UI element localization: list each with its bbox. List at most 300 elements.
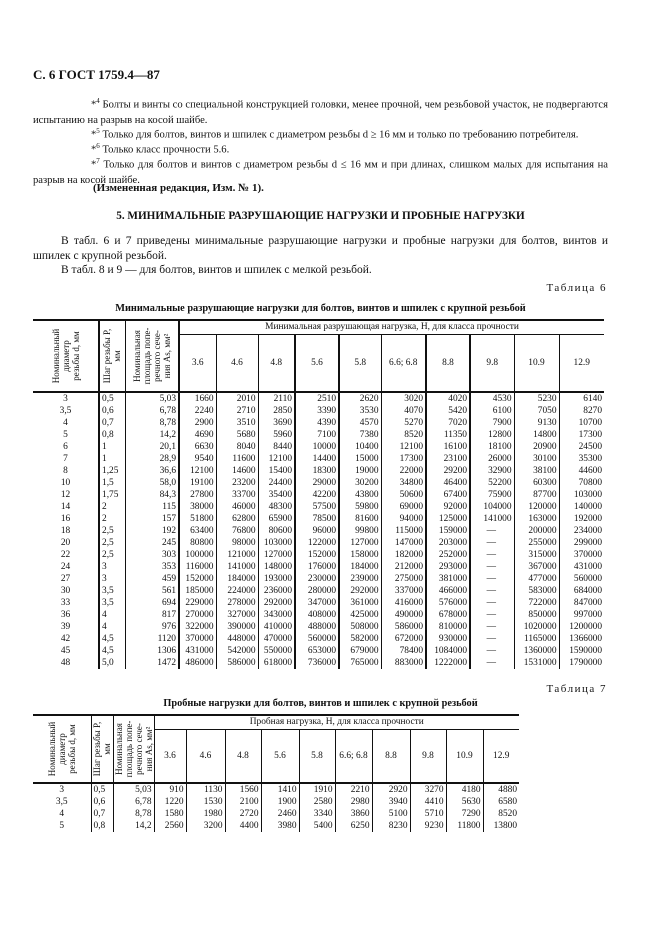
table-row xyxy=(33,573,604,585)
cell-load: 185000 xyxy=(179,585,216,597)
header-line: диаметр xyxy=(56,733,67,765)
cell-load: 390000 xyxy=(216,621,258,633)
cell-load: 1560 xyxy=(225,783,261,796)
cell-load: 292000 xyxy=(339,585,381,597)
cell-load: 8520 xyxy=(498,809,517,819)
cell-load: 343000 xyxy=(258,609,295,621)
cell-load: 43800 xyxy=(339,489,381,501)
cell-diameter: 33 xyxy=(33,597,99,609)
table-row xyxy=(33,429,604,441)
cell-load: 3270 xyxy=(410,783,446,796)
cell-pitch: 0,6 xyxy=(99,405,125,417)
cell-load: 322000 xyxy=(179,621,216,633)
cell-load: 550000 xyxy=(258,645,295,657)
cell-load: 2460 xyxy=(261,808,299,820)
cell-load: 80800 xyxy=(179,537,216,549)
cell-load: 51800 xyxy=(179,513,216,525)
class-header: 3.6 xyxy=(179,335,216,392)
cell-load: 176000 xyxy=(295,561,339,573)
cell-load: 7100 xyxy=(295,429,339,441)
cell-load: 12100 xyxy=(179,465,216,477)
table7-caption: Пробные нагрузки для болтов, винтов и шпилек с крупной резьбой xyxy=(163,698,478,709)
cell-area: 84,3 xyxy=(125,489,179,501)
cell-load: 52200 xyxy=(470,477,514,489)
cell-load: 2510 xyxy=(295,392,339,405)
class-header: 5.6 xyxy=(295,335,339,392)
cell-area: 157 xyxy=(125,513,179,525)
cell-load: 80600 xyxy=(258,525,295,537)
cell-pitch: 0,7 xyxy=(91,808,113,820)
footnote-sup: 5 xyxy=(96,127,100,135)
cell-diameter: 12 xyxy=(33,489,99,501)
cell-load: 275000 xyxy=(381,573,426,585)
col-header-diameter-text xyxy=(51,329,81,384)
cell-diameter: 18 xyxy=(33,525,99,537)
cell-diameter: 42 xyxy=(33,633,99,645)
cell-load: 121000 xyxy=(216,549,258,561)
cell-load: 2580 xyxy=(299,796,335,808)
cell-load: 42200 xyxy=(295,489,339,501)
header-line: речного сече- xyxy=(133,723,144,775)
class-header: 4.6 xyxy=(186,730,225,783)
table-row xyxy=(33,633,604,645)
cell-load: 416000 xyxy=(381,597,426,609)
cell-pitch: 4 xyxy=(99,609,125,621)
table-row xyxy=(33,585,604,597)
cell-diameter: 8 xyxy=(33,465,99,477)
table-row xyxy=(33,808,519,820)
cell-load: 7020 xyxy=(426,417,470,429)
cell-load: 20900 xyxy=(514,441,559,453)
cell-load: 147000 xyxy=(381,537,426,549)
header-line: резьбы d, мм xyxy=(66,724,77,774)
cell-load: 4020 xyxy=(426,392,470,405)
cell-area: 303 xyxy=(125,549,179,561)
table7-label: Таблица 7 xyxy=(546,683,607,695)
cell-area: 6,78 xyxy=(125,405,179,417)
cell-load: 14800 xyxy=(514,429,559,441)
cell-load: 5630 xyxy=(446,796,483,808)
header-line: Номинальная xyxy=(131,330,142,382)
header-line: ния As, мм² xyxy=(161,333,172,379)
cell-diameter: 5 xyxy=(33,820,91,832)
cell-load: 99800 xyxy=(339,525,381,537)
col-header-area xyxy=(125,320,179,392)
cell-load: 200000 xyxy=(514,525,559,537)
cell-area: 8,78 xyxy=(125,417,179,429)
cell-load: 2850 xyxy=(258,405,295,417)
cell-load: 508000 xyxy=(339,621,381,633)
cell-load: 100000 xyxy=(179,549,216,561)
cell-diameter: 4 xyxy=(33,417,99,429)
cell-diameter: 20 xyxy=(33,537,99,549)
cell-pitch: 3 xyxy=(99,561,125,573)
cell-load: 122000 xyxy=(295,537,339,549)
col-header-pitch xyxy=(91,715,113,783)
cell-load: 24400 xyxy=(258,477,295,489)
cell-load: 278000 xyxy=(216,597,258,609)
cell-pitch: 1 xyxy=(99,453,125,465)
footnote-text: Только для болтов и винтов с диаметром резьбы d ≤ 16 мм и при длинах, слишком малых для испытания на разрыв на косой шайбе. xyxy=(33,159,608,186)
cell-load: 163000 xyxy=(514,513,559,525)
cell-load: 38000 xyxy=(179,501,216,513)
cell-load: 618000 xyxy=(258,657,295,669)
cell-load: 997000 xyxy=(573,610,602,620)
table-row xyxy=(33,489,604,501)
cell-load: 1220 xyxy=(154,796,186,808)
cell-load: 2620 xyxy=(339,392,381,405)
cell-load: 16100 xyxy=(426,441,470,453)
intro-paragraph-1: В табл. 6 и 7 приведены минимальные разрушающие нагрузки и пробные нагрузки для болтов, винтов и шпилек с крупной резьбой. xyxy=(33,235,608,262)
cell-load: 2110 xyxy=(258,392,295,405)
cell-load: 672000 xyxy=(381,633,426,645)
cell-load: 65900 xyxy=(258,513,295,525)
cell-load: 15400 xyxy=(258,465,295,477)
cell-load: 466000 xyxy=(426,585,470,597)
footnote-text: Болты и винты со специальной конструкцией головки, менее прочной, чем резьбовой участок, не подвергаются испытанию на разрыв на косой шайбе. xyxy=(33,99,608,126)
cell-pitch: 0,5 xyxy=(91,783,113,796)
cell-load: 5230 xyxy=(514,392,559,405)
cell-load: 653000 xyxy=(295,645,339,657)
class-header: 8.8 xyxy=(372,730,410,783)
cell-load: 486000 xyxy=(179,657,216,669)
cell-pitch: 2 xyxy=(99,501,125,513)
cell-load: — xyxy=(470,525,514,537)
header-line: Шаг резьбы P, xyxy=(92,721,102,777)
cell-load: 490000 xyxy=(381,609,426,621)
table-row xyxy=(33,537,604,549)
header-line: резьбы d, мм xyxy=(70,331,81,381)
cell-load: 477000 xyxy=(514,573,559,585)
cell-diameter: 7 xyxy=(33,453,99,465)
cell-diameter: 27 xyxy=(33,573,99,585)
cell-load: 255000 xyxy=(514,537,559,549)
cell-load: 230000 xyxy=(295,573,339,585)
cell-load: 4690 xyxy=(179,429,216,441)
cell-load: 59800 xyxy=(339,501,381,513)
cell-load: 192000 xyxy=(573,514,602,524)
cell-load: 234000 xyxy=(573,526,602,536)
footnote-text: Только для болтов, винтов и шпилек с диаметром резьбы d ≥ 16 мм и только по требованию потребителя. xyxy=(99,129,579,141)
class-header: 5.8 xyxy=(339,335,381,392)
footnote-4 xyxy=(33,94,608,128)
cell-load: 11350 xyxy=(426,429,470,441)
cell-load: 3860 xyxy=(335,808,372,820)
cell-load: 26000 xyxy=(470,453,514,465)
cell-load: 2210 xyxy=(335,783,372,796)
table7-body xyxy=(33,783,519,832)
cell-load: 152000 xyxy=(179,573,216,585)
cell-load: 3980 xyxy=(261,820,299,832)
class-header: 5.6 xyxy=(261,730,299,783)
class-header: 3.6 xyxy=(154,730,186,783)
cell-diameter: 5 xyxy=(33,429,99,441)
page-header: С. 6 ГОСТ 1759.4—87 xyxy=(33,67,160,82)
cell-load: 24500 xyxy=(578,442,602,452)
cell-load: 9540 xyxy=(179,453,216,465)
cell-area: 58,0 xyxy=(125,477,179,489)
cell-load: 2980 xyxy=(335,796,372,808)
cell-load: 2560 xyxy=(154,820,186,832)
cell-pitch: 4,5 xyxy=(99,645,125,657)
cell-load: 431000 xyxy=(179,645,216,657)
cell-load: 1222000 xyxy=(426,657,470,669)
table-row xyxy=(33,525,604,537)
cell-load: 448000 xyxy=(216,633,258,645)
cell-load: 9230 xyxy=(410,820,446,832)
cell-area: 817 xyxy=(125,609,179,621)
cell-load: 7290 xyxy=(446,808,483,820)
cell-pitch: 3,5 xyxy=(99,585,125,597)
cell-load: 3390 xyxy=(295,405,339,417)
cell-load: 1590000 xyxy=(569,646,602,656)
cell-load: 35400 xyxy=(258,489,295,501)
cell-area: 14,2 xyxy=(113,820,154,832)
cell-pitch: 0,8 xyxy=(91,820,113,832)
table-row xyxy=(33,621,604,633)
cell-load: 1530 xyxy=(186,796,225,808)
cell-load: 57500 xyxy=(295,501,339,513)
cell-pitch: 0,8 xyxy=(99,429,125,441)
cell-load: 315000 xyxy=(514,549,559,561)
cell-load: 679000 xyxy=(339,645,381,657)
cell-load: 1531000 xyxy=(514,657,559,669)
table-row xyxy=(33,561,604,573)
cell-pitch: 2 xyxy=(99,513,125,525)
cell-load: 361000 xyxy=(339,597,381,609)
footnote-mark: * xyxy=(91,159,97,171)
cell-load: 87700 xyxy=(514,489,559,501)
table-row xyxy=(33,549,604,561)
cell-load: 1360000 xyxy=(514,645,559,657)
cell-area: 976 xyxy=(125,621,179,633)
cell-load: 293000 xyxy=(426,561,470,573)
cell-area: 694 xyxy=(125,597,179,609)
cell-load: 115000 xyxy=(381,525,426,537)
cell-diameter: 14 xyxy=(33,501,99,513)
cell-load: 1980 xyxy=(186,808,225,820)
class-header: 9.8 xyxy=(470,335,514,392)
cell-load: 22000 xyxy=(381,465,426,477)
cell-load: 8040 xyxy=(216,441,258,453)
cell-load: 1084000 xyxy=(426,645,470,657)
cell-load: — xyxy=(470,633,514,645)
cell-load: 127000 xyxy=(258,549,295,561)
table-row xyxy=(33,513,604,525)
header-line: мм xyxy=(112,350,123,362)
cell-diameter: 39 xyxy=(33,621,99,633)
col-header-area-text xyxy=(114,721,154,778)
cell-area: 245 xyxy=(125,537,179,549)
cell-load: — xyxy=(470,621,514,633)
cell-pitch: 2,5 xyxy=(99,537,125,549)
cell-load: 10000 xyxy=(295,441,339,453)
cell-area: 192 xyxy=(125,525,179,537)
cell-load: 1200000 xyxy=(569,622,602,632)
cell-load: 1580 xyxy=(154,808,186,820)
cell-load: 158000 xyxy=(339,549,381,561)
cell-load: 7050 xyxy=(514,405,559,417)
cell-diameter: 3 xyxy=(33,392,99,405)
cell-load: 141000 xyxy=(470,513,514,525)
cell-area: 115 xyxy=(125,501,179,513)
cell-load: 4070 xyxy=(381,405,426,417)
cell-load: 92000 xyxy=(426,501,470,513)
cell-area: 1472 xyxy=(125,657,179,669)
cell-load: 4410 xyxy=(410,796,446,808)
cell-load: — xyxy=(470,573,514,585)
cell-load: 4400 xyxy=(225,820,261,832)
cell-load: 239000 xyxy=(339,573,381,585)
cell-pitch: 1,5 xyxy=(99,477,125,489)
table-row xyxy=(33,597,604,609)
cell-load: 3940 xyxy=(372,796,410,808)
cell-load: 19000 xyxy=(339,465,381,477)
cell-load: 684000 xyxy=(573,586,602,596)
cell-load: 212000 xyxy=(381,561,426,573)
cell-load: 127000 xyxy=(339,537,381,549)
cell-area: 1306 xyxy=(125,645,179,657)
cell-pitch: 0,6 xyxy=(91,796,113,808)
cell-load: 193000 xyxy=(258,573,295,585)
class-header: 4.6 xyxy=(216,335,258,392)
table-row xyxy=(33,465,604,477)
cell-load: 69000 xyxy=(381,501,426,513)
cell-load: 299000 xyxy=(573,538,602,548)
cell-load: 470000 xyxy=(258,633,295,645)
col-header-pitch xyxy=(99,320,125,392)
cell-load: — xyxy=(470,645,514,657)
class-header: 4.8 xyxy=(225,730,261,783)
cell-load: 370000 xyxy=(179,633,216,645)
cell-load: 582000 xyxy=(339,633,381,645)
cell-pitch: 4,5 xyxy=(99,633,125,645)
cell-load: 17300 xyxy=(578,430,602,440)
cell-load: 5960 xyxy=(258,429,295,441)
footnote-sup: 6 xyxy=(96,142,100,150)
cell-load: 3340 xyxy=(299,808,335,820)
cell-load: 1165000 xyxy=(514,633,559,645)
cell-load: 3530 xyxy=(339,405,381,417)
col-header-pitch-text xyxy=(102,329,122,383)
section-title: 5. МИНИМАЛЬНЫЕ РАЗРУШАЮЩИЕ НАГРУЗКИ И ПРОБНЫЕ НАГРУЗКИ xyxy=(116,210,525,222)
cell-load: 140000 xyxy=(573,502,602,512)
cell-load: 327000 xyxy=(216,609,258,621)
cell-load: 10400 xyxy=(339,441,381,453)
cell-load: 2240 xyxy=(179,405,216,417)
cell-load: 18100 xyxy=(470,441,514,453)
table7 xyxy=(33,714,519,832)
header-line: ния As, мм² xyxy=(143,726,154,772)
cell-load: 148000 xyxy=(258,561,295,573)
cell-load: — xyxy=(470,549,514,561)
cell-load: 62800 xyxy=(216,513,258,525)
cell-load: 1660 xyxy=(179,392,216,405)
cell-load: 2900 xyxy=(179,417,216,429)
cell-diameter: 22 xyxy=(33,549,99,561)
cell-diameter: 4 xyxy=(33,808,91,820)
header-line: диаметр xyxy=(60,340,71,372)
cell-load: — xyxy=(470,597,514,609)
cell-load: 29000 xyxy=(295,477,339,489)
cell-load: — xyxy=(470,585,514,597)
class-header: 6.6; 6.8 xyxy=(381,335,426,392)
cell-load: 6100 xyxy=(470,405,514,417)
table-row xyxy=(33,477,604,489)
cell-load: 722000 xyxy=(514,597,559,609)
cell-load: 10700 xyxy=(578,418,602,428)
cell-load: 224000 xyxy=(216,585,258,597)
cell-load: 27800 xyxy=(179,489,216,501)
cell-load: 103000 xyxy=(258,537,295,549)
table6-label: Таблица 6 xyxy=(546,282,607,294)
cell-load: 4390 xyxy=(295,417,339,429)
table-row xyxy=(33,657,604,669)
table6 xyxy=(33,319,604,669)
cell-load: 76800 xyxy=(216,525,258,537)
cell-diameter: 10 xyxy=(33,477,99,489)
cell-load: 810000 xyxy=(426,621,470,633)
cell-area: 36,6 xyxy=(125,465,179,477)
cell-load: 576000 xyxy=(426,597,470,609)
cell-load: 337000 xyxy=(381,585,426,597)
cell-load: 11800 xyxy=(446,820,483,832)
footnote-mark: * xyxy=(91,129,97,141)
cell-pitch: 4 xyxy=(99,621,125,633)
cell-load: 203000 xyxy=(426,537,470,549)
cell-load: 5100 xyxy=(372,808,410,820)
cell-load: 152000 xyxy=(295,549,339,561)
table-row xyxy=(33,392,604,405)
cell-load: 7380 xyxy=(339,429,381,441)
cell-load: 3020 xyxy=(381,392,426,405)
cell-load: 18300 xyxy=(295,465,339,477)
cell-load: 560000 xyxy=(573,574,602,584)
cell-pitch: 1,75 xyxy=(99,489,125,501)
cell-pitch: 5,0 xyxy=(99,657,125,669)
col-header-area-text xyxy=(132,328,172,385)
cell-load: 1900 xyxy=(261,796,299,808)
cell-load: 23100 xyxy=(426,453,470,465)
footnote-mark: * xyxy=(91,144,97,156)
cell-load: 381000 xyxy=(426,573,470,585)
header-line: Номинальный xyxy=(50,328,61,384)
table-row xyxy=(33,405,604,417)
cell-load: 96000 xyxy=(295,525,339,537)
cell-area: 14,2 xyxy=(125,429,179,441)
header-line: площадь попе- xyxy=(141,327,152,385)
cell-load: 678000 xyxy=(426,609,470,621)
class-header: 12.9 xyxy=(493,751,510,762)
cell-load: 1130 xyxy=(186,783,225,796)
cell-area: 5,03 xyxy=(125,392,179,405)
cell-area: 6,78 xyxy=(113,796,154,808)
header-line: Шаг резьбы P, xyxy=(102,328,113,384)
cell-load: 30200 xyxy=(339,477,381,489)
table-row xyxy=(33,417,604,429)
cell-area: 8,78 xyxy=(113,808,154,820)
table-row xyxy=(33,820,519,832)
cell-diameter: 6 xyxy=(33,441,99,453)
cell-load: 280000 xyxy=(295,585,339,597)
table-row xyxy=(33,645,604,657)
cell-diameter: 45 xyxy=(33,645,99,657)
cell-load: 1910 xyxy=(299,783,335,796)
cell-area: 561 xyxy=(125,585,179,597)
table-row xyxy=(33,441,604,453)
amendment-note: (Измененная редакция, Изм. № 1). xyxy=(93,182,264,194)
col-header-diameter xyxy=(33,320,99,392)
